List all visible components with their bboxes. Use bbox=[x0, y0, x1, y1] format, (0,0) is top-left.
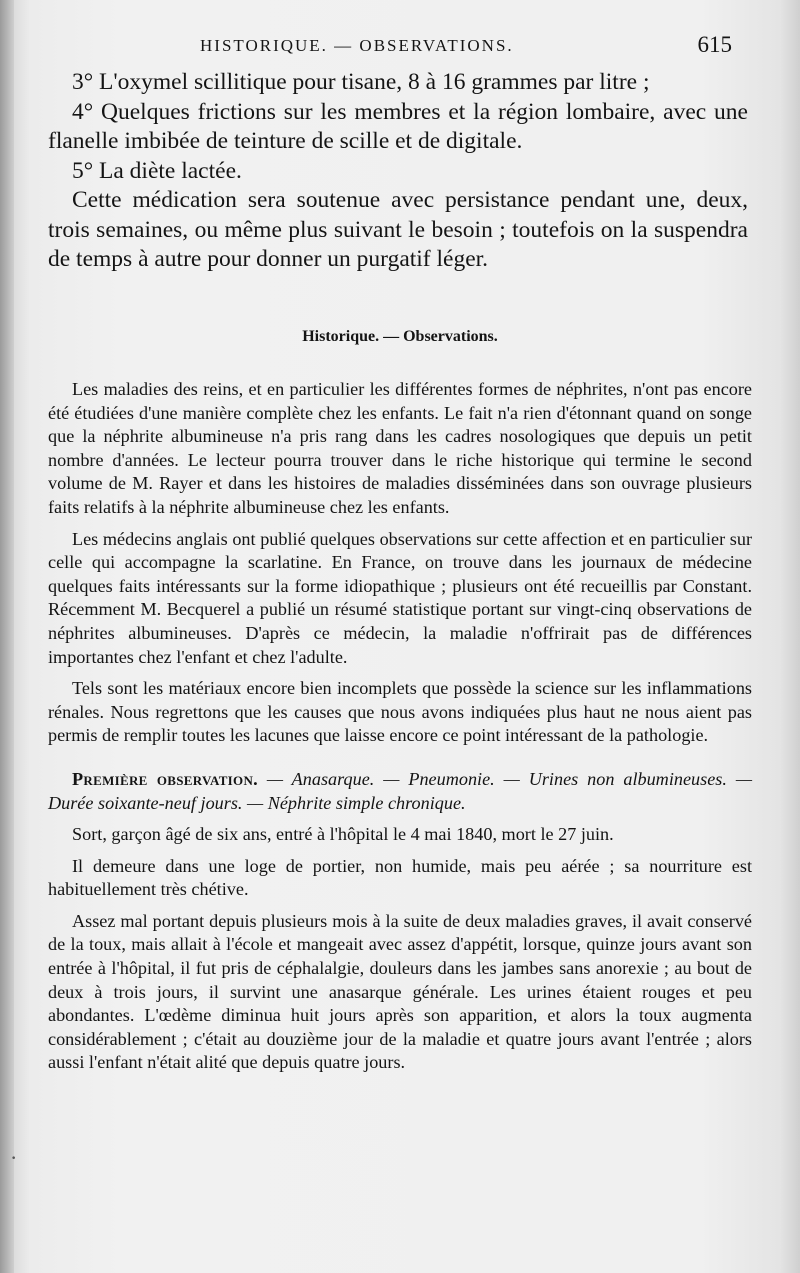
paragraph-3: Tels sont les matériaux encore bien incomplets que possède la science sur les inflammations rénales. Nous regrettons que les causes que nous avons indiquées plus haut ne nous aient pas permis de remplir toutes les lacunes que laisse encore ce point intéressant de la pathologie. bbox=[48, 678, 752, 746]
observation-title bbox=[48, 768, 752, 815]
observation-label: Première observation. bbox=[72, 768, 258, 789]
body-text bbox=[48, 378, 752, 1083]
gutter-mark: · bbox=[10, 1145, 18, 1170]
treatment-conclusion: Cette médication sera soutenue avec persistance pendant une, deux, trois semaines, ou même plus suivant le besoin ; toutefois on la suspendra de temps à autre pour donner un purgatif léger. bbox=[48, 187, 748, 272]
page-binding-shadow bbox=[0, 0, 14, 1273]
section-title: Historique. — Observations. bbox=[302, 328, 498, 345]
page-number: 615 bbox=[697, 32, 732, 57]
observation-paragraph-2: Il demeure dans une loge de portier, non humide, mais peu aérée ; sa nourriture est habituellement très chétive. bbox=[48, 855, 752, 900]
treatment-item-3: 3° L'oxymel scillitique pour tisane, 8 à 16 grammes par litre ; bbox=[72, 69, 650, 95]
paragraph-1: Les maladies des reins, et en particulier les différentes formes de néphrites, n'ont pas encore été étudiées d'une manière complète chez les enfants. Le fait n'a rien d'étonnant quand on songe que la néphrite albumineuse n'a pris rang dans les cadres nosologiques que depuis un petit nombre d'années. Le lecteur pourra trouver dans le riche historique qui termine le second volume de M. Rayer et dans les histoires de maladies disséminées dans son ouvrage plusieurs faits relatifs à la néphrite albumineuse chez les enfants. bbox=[48, 379, 752, 517]
paragraph-2: Les médecins anglais ont publié quelques observations sur cette affection et en particulier sur celle qui accompagne la scarlatine. En France, on trouve dans les journaux de médecine quelques faits intéressants sur la forme idiopathique ; plusieurs ont été recueillis par Constant. Récemment M. Becquerel a publié un résumé statistique portant sur vingt-cinq observations de néphrites albumineuses. D'après ce médecin, la maladie n'offrirait pas de différences importantes chez l'enfant et chez l'adulte. bbox=[48, 528, 752, 667]
observation-description: — Anasarque. — Pneumonie. — Urines non albumineuses. — Durée soixante-neuf jours. — Néphrite simple chronique. bbox=[48, 768, 753, 813]
observation-paragraph-1: Sort, garçon âgé de six ans, entré à l'hôpital le 4 mai 1840, mort le 27 juin. bbox=[72, 824, 614, 845]
treatment-item-5: 5° La diète lactée. bbox=[72, 157, 242, 184]
treatment-item-4: 4° Quelques frictions sur les membres et la région lombaire, avec une flanelle imbibée de teinture de scille et de digitale. bbox=[48, 98, 748, 154]
treatment-block bbox=[48, 68, 748, 275]
observation-paragraph-3: Assez mal portant depuis plusieurs mois à la suite de deux maladies graves, il avait conservé de la toux, mais allait à l'école et mangeait avec assez d'appétit, lorsque, quinze jours avant son entrée à l'hôpital, il fut pris de céphalalgie, douleurs dans les jambes sans anorexie ; au bout de deux à trois jours, il survint une anasarque générale. Les urines étaient rouges et peu abondantes. L'œdème diminua huit jours après son apparition, et alors la toux augmenta considérablement ; c'était au douzième jour de la maladie et quatre jours avant l'entrée ; alors aussi l'enfant n'était alité que depuis quatre jours. bbox=[48, 910, 752, 1073]
page-header bbox=[200, 32, 732, 66]
running-head: HISTORIQUE. — OBSERVATIONS. bbox=[200, 36, 514, 55]
